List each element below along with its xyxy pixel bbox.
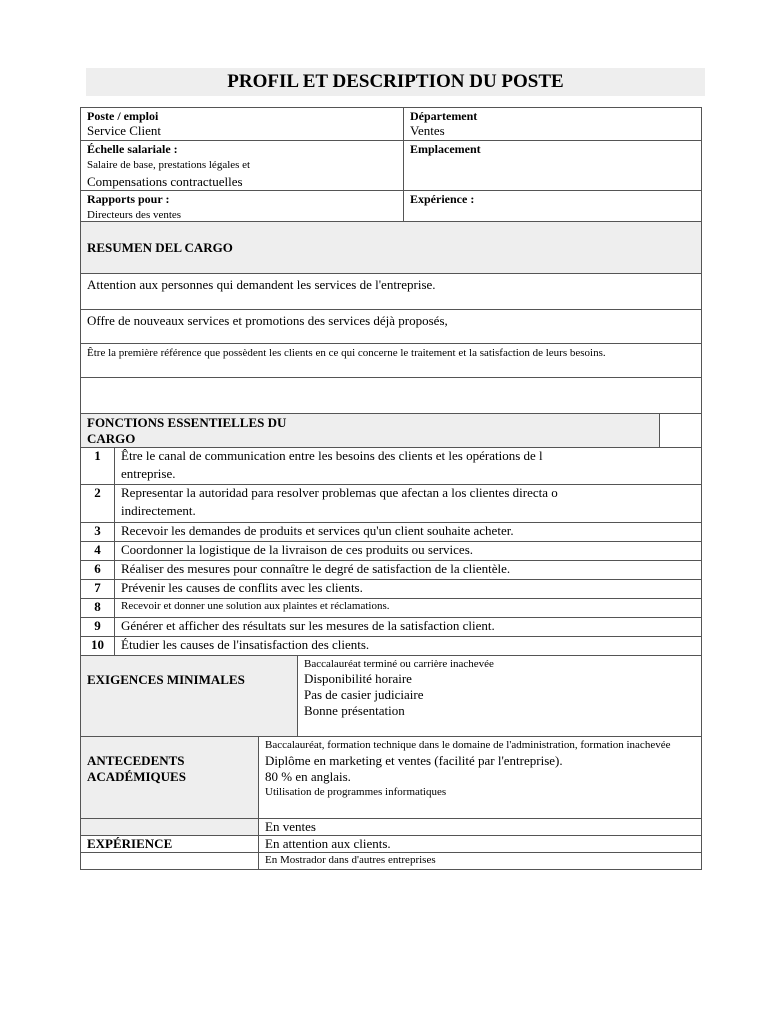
- experience-heading-spacer-bottom: [81, 853, 259, 870]
- fonction-text: Étudier les causes de l'insatisfaction des clients.: [115, 637, 702, 656]
- experience-label: Expérience :: [410, 192, 475, 206]
- exigence-item: Pas de casier judiciaire: [304, 687, 424, 702]
- fonction-text: Coordonner la logistique de la livraison de ces produits ou services.: [115, 542, 702, 561]
- fonction-text-line: indirectement.: [121, 503, 196, 518]
- fonction-number: 4: [81, 542, 115, 561]
- resumen-empty-row: [81, 378, 702, 414]
- poste-value: Service Client: [87, 123, 162, 138]
- fonctions-heading-line-2: CARGO: [87, 431, 136, 446]
- fonction-number: 2: [81, 485, 115, 523]
- rapports-label: Rapports pour :: [87, 192, 170, 206]
- fonction-text-line: Representar la autoridad para resolver problemas que afectan a los clientes directa o: [121, 485, 558, 500]
- exigence-item: Disponibilité horaire: [304, 671, 412, 686]
- fonction-text: Prévenir les causes de conflits avec les clients.: [115, 580, 702, 599]
- fonction-row: [81, 580, 702, 599]
- antecedents-heading-line-2: ACADÉMIQUES: [87, 769, 186, 784]
- experience-item: En Mostrador dans d'autres entreprises: [259, 853, 702, 870]
- rapports-value: Directeurs des ventes: [87, 209, 182, 221]
- fonction-text: Réaliser des mesures pour connaître le degré de satisfaction de la clientèle.: [115, 561, 702, 580]
- fonction-text: [115, 448, 702, 485]
- exigences-heading: EXIGENCES MINIMALES: [81, 656, 298, 737]
- departement-cell: [404, 108, 702, 141]
- fonction-number: 8: [81, 599, 115, 618]
- fonction-text: Générer et afficher des résultats sur les mesures de la satisfaction client.: [115, 618, 702, 637]
- echelle-cell: [81, 141, 404, 191]
- poste-cell: [81, 108, 404, 141]
- departement-value: Ventes: [410, 123, 445, 138]
- echelle-label: Échelle salariale :: [87, 142, 178, 156]
- fonction-number: 9: [81, 618, 115, 637]
- fonction-number: 3: [81, 523, 115, 542]
- fonction-text: Recevoir et donner une solution aux plaintes et réclamations.: [115, 599, 702, 618]
- antecedents-heading-line-1: ANTECEDENTS: [87, 753, 185, 768]
- fonction-row: [81, 485, 702, 523]
- fonction-text-line: Être le canal de communication entre les besoins des clients et les opérations de l: [121, 448, 543, 463]
- resumen-heading: RESUMEN DEL CARGO: [81, 222, 702, 274]
- experience-heading-spacer-top: [81, 819, 259, 836]
- header-info-table: [80, 107, 702, 224]
- poste-label: Poste / emploi: [87, 109, 159, 123]
- experience-item: En attention aux clients.: [259, 836, 702, 853]
- exigences-table: [80, 655, 702, 737]
- fonction-number: 1: [81, 448, 115, 485]
- antecedent-item: 80 % en anglais.: [265, 769, 351, 784]
- experience-table: [80, 818, 702, 870]
- resumen-line-3: Être la première référence que possèdent les clients en ce qui concerne le traitement et la satisfaction de leurs besoins.: [81, 344, 702, 378]
- antecedents-list: [259, 737, 702, 819]
- fonction-row: [81, 542, 702, 561]
- fonction-number: 7: [81, 580, 115, 599]
- antecedents-table: [80, 736, 702, 819]
- fonctions-table: [80, 413, 702, 656]
- fonction-row: [81, 523, 702, 542]
- echelle-value-2: Compensations contractuelles: [87, 174, 243, 189]
- fonction-text: [115, 485, 702, 523]
- experience-heading: EXPÉRIENCE: [81, 836, 259, 853]
- fonction-row: [81, 637, 702, 656]
- fonction-text: Recevoir les demandes de produits et services qu'un client souhaite acheter.: [115, 523, 702, 542]
- exigence-item: Bonne présentation: [304, 703, 405, 718]
- fonction-row: [81, 618, 702, 637]
- emplacement-label: Emplacement: [410, 142, 481, 156]
- echelle-value-1: Salaire de base, prestations légales et: [87, 159, 251, 171]
- page-title: PROFIL ET DESCRIPTION DU POSTE: [86, 68, 705, 96]
- fonction-row: [81, 599, 702, 618]
- antecedent-item: Baccalauréat, formation technique dans le domaine de l'administration, formation inachevée: [265, 739, 671, 751]
- antecedents-heading: [81, 737, 259, 819]
- experience-cell: [404, 191, 702, 224]
- resumen-line-1: Attention aux personnes qui demandent les services de l'entreprise.: [81, 274, 702, 310]
- experience-item: En ventes: [259, 819, 702, 836]
- fonctions-heading: [81, 414, 660, 448]
- fonction-number: 10: [81, 637, 115, 656]
- exigence-item: Baccalauréat terminé ou carrière inachevée: [304, 658, 494, 670]
- resumen-table: [80, 221, 702, 414]
- fonctions-heading-spacer: [660, 414, 702, 448]
- antecedent-item: Diplôme en marketing et ventes (facilité par l'entreprise).: [265, 753, 563, 768]
- emplacement-cell: [404, 141, 702, 191]
- rapports-cell: [81, 191, 404, 224]
- fonction-row: [81, 561, 702, 580]
- fonction-text-line: entreprise.: [121, 466, 176, 481]
- fonctions-heading-line-1: FONCTIONS ESSENTIELLES DU: [87, 415, 287, 430]
- departement-label: Département: [410, 109, 478, 123]
- resumen-line-2: Offre de nouveaux services et promotions des services déjà proposés,: [81, 310, 702, 344]
- antecedent-item: Utilisation de programmes informatiques: [265, 786, 447, 798]
- fonction-number: 6: [81, 561, 115, 580]
- fonction-row: [81, 448, 702, 485]
- exigences-list: [298, 656, 702, 737]
